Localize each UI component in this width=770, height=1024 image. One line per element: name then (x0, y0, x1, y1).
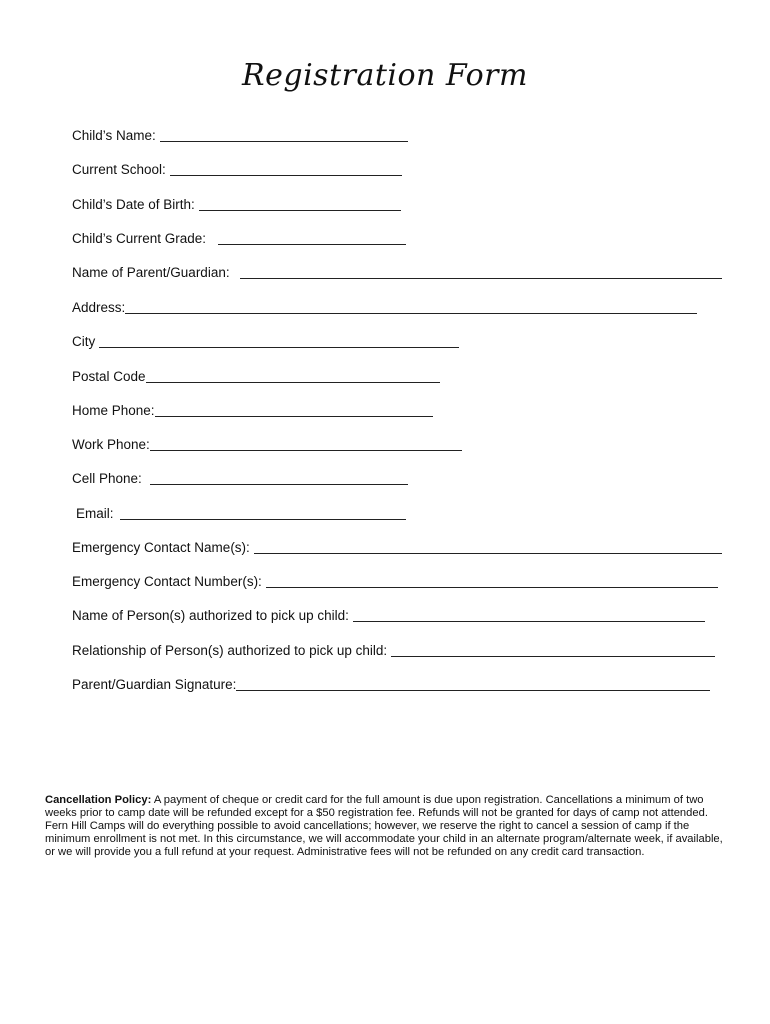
current-school-field[interactable] (72, 156, 402, 178)
dob-label: Child’s Date of Birth: (72, 197, 195, 212)
emergency-name-field[interactable] (72, 534, 722, 556)
cancellation-policy (45, 794, 730, 859)
postal-code-line[interactable] (146, 382, 440, 383)
signature-line[interactable] (236, 690, 710, 691)
cancellation-policy-text: A payment of cheque or credit card for the full amount is due upon registration. Cancellations a minimum of two weeks prior to camp date will be refunded except for a $50 registration fee. Refunds will not be granted for days of camp not attended. Fern Hill Camps will do everything possible to avoid cancellations; however, we reserve the right to cancel a session of camp if the minimum enrollment is not met. In this circumstance, we will accommodate your child in an alternate program/alternate week, if available, or we will provide you a full refund at your request. Administrative fees will not be refunded on any credit card transaction. (45, 794, 723, 858)
emergency-number-line[interactable] (266, 587, 718, 588)
city-line[interactable] (99, 347, 459, 348)
cancellation-policy-heading: Cancellation Policy: (45, 794, 152, 806)
postal-code-label: Postal Code (72, 369, 146, 384)
emergency-name-label: Emergency Contact Name(s): (72, 540, 250, 555)
dob-line[interactable] (199, 210, 401, 211)
email-line[interactable] (120, 519, 406, 520)
address-label: Address: (72, 300, 126, 315)
pickup-name-label: Name of Person(s) authorized to pick up child: (72, 608, 349, 623)
grade-field[interactable] (72, 225, 406, 247)
pickup-relationship-line[interactable] (391, 656, 715, 657)
emergency-name-line[interactable] (254, 553, 722, 554)
address-line[interactable] (125, 313, 697, 314)
form-title: Registration Form (242, 58, 528, 93)
grade-label: Child’s Current Grade: (72, 231, 207, 246)
city-label: City (72, 334, 96, 349)
pickup-name-line[interactable] (353, 621, 705, 622)
work-phone-field[interactable] (72, 431, 462, 453)
emergency-number-label: Emergency Contact Number(s): (72, 574, 262, 589)
parent-name-field[interactable] (72, 259, 722, 281)
current-school-label: Current School: (72, 162, 166, 177)
work-phone-label: Work Phone: (72, 437, 150, 452)
grade-line[interactable] (218, 244, 406, 245)
email-field[interactable] (76, 500, 406, 522)
parent-name-label: Name of Parent/Guardian: (72, 265, 230, 280)
emergency-number-field[interactable] (72, 568, 718, 590)
parent-name-line[interactable] (240, 278, 722, 279)
email-label: Email: (76, 506, 114, 521)
pickup-relationship-field[interactable] (72, 637, 715, 659)
signature-field[interactable] (72, 671, 710, 693)
cell-phone-field[interactable] (72, 465, 408, 487)
pickup-name-field[interactable] (72, 602, 705, 624)
postal-code-field[interactable] (72, 363, 440, 385)
home-phone-label: Home Phone: (72, 403, 155, 418)
city-field[interactable] (72, 328, 459, 350)
child-name-label: Child’s Name: (72, 128, 156, 143)
current-school-line[interactable] (170, 175, 402, 176)
cell-phone-line[interactable] (150, 484, 408, 485)
child-name-line[interactable] (160, 141, 408, 142)
home-phone-field[interactable] (72, 397, 433, 419)
address-field[interactable] (72, 294, 697, 316)
cell-phone-label: Cell Phone: (72, 471, 142, 486)
child-name-field[interactable] (72, 122, 408, 144)
signature-label: Parent/Guardian Signature: (72, 677, 237, 692)
home-phone-line[interactable] (155, 416, 433, 417)
work-phone-line[interactable] (150, 450, 462, 451)
dob-field[interactable] (72, 191, 401, 213)
pickup-relationship-label: Relationship of Person(s) authorized to pick up child: (72, 643, 388, 658)
